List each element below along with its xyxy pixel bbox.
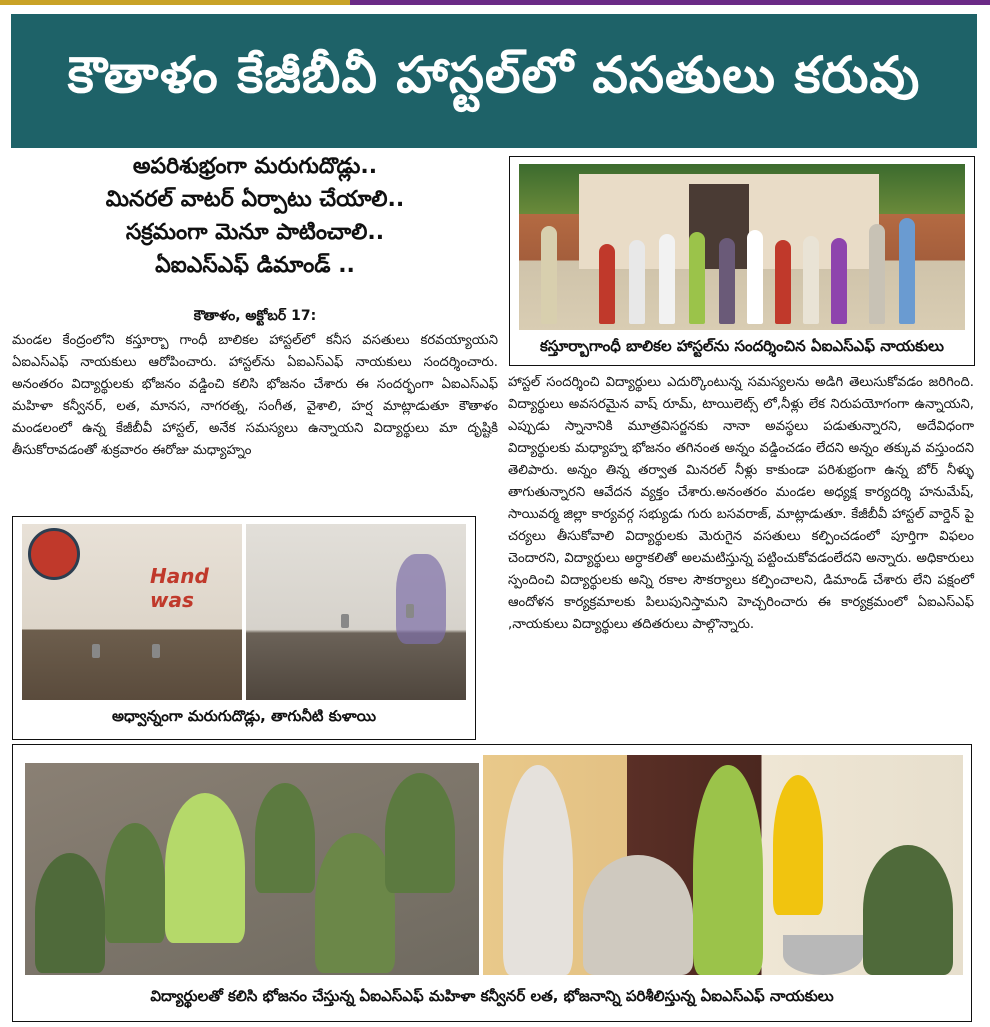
deck-line: మినరల్ వాటర్ ఏర్పాటు చేయాలి.. <box>105 187 405 212</box>
student-figure <box>315 833 395 973</box>
person-figure <box>831 238 847 324</box>
drinking-tap-photo <box>246 524 466 700</box>
person-figure <box>803 236 819 324</box>
group-photo-frame <box>509 156 975 366</box>
top-color-bar-accent <box>350 0 990 5</box>
person-figure <box>659 234 675 324</box>
student-figure <box>105 823 165 943</box>
wall-flower-painting <box>396 554 446 644</box>
meal-photo-caption: విద్యార్థులతో కలిసి భోజనం చేస్తున్న ఏఐఎస్ఎఫ్ మహిళా కన్వీనర్ లత, భోజనాన్ని పరిశీలిస్తున్న ఏఐఎస్ఎఫ్ నాయకులు <box>150 987 834 1005</box>
student-figure <box>165 793 245 943</box>
washroom-photo-frame <box>12 516 476 740</box>
person-figure <box>719 238 735 324</box>
handwash-sign: Hand was <box>150 564 209 612</box>
student-figure <box>255 783 315 893</box>
group-photo-caption: కస్తూర్బాగాంధీ బాలికల హాస్టల్‌ను సందర్శించిన ఏఐఎస్ఎఫ్ నాయకులు <box>540 337 944 355</box>
person-figure <box>869 224 885 324</box>
person-figure <box>689 232 705 324</box>
tap-icon <box>341 614 349 628</box>
person-figure <box>503 765 573 975</box>
student-figure <box>863 845 953 975</box>
students-eating-photo <box>25 763 479 975</box>
person-figure <box>773 775 823 915</box>
person-figure <box>693 765 763 975</box>
top-color-bar <box>0 0 990 5</box>
person-figure <box>899 218 915 324</box>
tap-icon <box>92 644 100 658</box>
person-figure <box>599 244 615 324</box>
food-inspection-photo <box>483 755 963 975</box>
article-body-text: హాస్టల్ సందర్శించి విద్యార్థులు ఎదుర్కొంటున్న సమస్యలను అడిగి తెలుసుకోవడం జరిగింది. విద్యార్థులు అవసరమైన వాష్ రూమ్, టాయిలెట్స్ లో,నీళ్లు లేక నిరుపయోగంగా ఉన్నాయని, ఎప్పుడు స్నానానికి మూత్రవిసర్జనకు నానా అవస్థలు పడుతున్నారని, అదేవిధంగా విద్యార్థులకు మధ్యాహ్న భోజనం తగినంత అన్నం వడ్డించడం లేదని అన్నం తక్కువ వస్తుందని తెలిపారు. అన్నం తిన్న తర్వాత మినరల్ నీళ్లు కాకుండా పరిశుభ్రంగా ఉన్న బోర్ నీళ్ళు తాగుతున్నారని ఆవేదన వ్యక్తం చేశారు.అనంతరం మండల అధ్యక్ష కార్యదర్శి హనుమేష్, సాయివర్మ జిల్లా కార్యవర్గ సభ్యుడు గురు బసవరాజ్, మాట్లాడుతూ. కేజీబీవీ హాస్టల్ వార్డెన్ పై చర్యలు తీసుకోవాలి విద్యార్థులకు మెరుగైన వసతులు కల్పించడంలో పూర్తిగా విఫలం చెందారని, విద్యార్థులు అర్ధాకలితో అలమటిస్తున్న పట్టించుకోవడంలేదని అన్నారు. అధికారులు స్పందించి విద్యార్థులకు అన్ని రకాల సౌకర్యాలు కల్పించాలని, డిమాండ్ చేశారు లేని పక్షంలో ఆందోళన కార్యక్రమాలకు పిలుపునిస్తామని హెచ్చరించారు ఈ కార్యక్రమంలో ఏఐఎస్ఎఫ్ ,నాయకులు విద్యార్థులు తదితరులు పాల్గొన్నారు. <box>508 375 974 632</box>
washroom-photo-caption: అధ్వాన్నంగా మరుగుదొడ్లు, తాగునీటి కుళాయి <box>112 707 376 725</box>
headline: కౌతాళం కేజీబీవీ హాస్టల్‌లో వసతులు కరువు <box>11 14 977 148</box>
rice-pot <box>783 935 863 975</box>
person-figure <box>629 240 645 324</box>
article-column-right <box>508 372 974 636</box>
tap-icon <box>406 604 414 618</box>
tap-icon <box>152 644 160 658</box>
washroom-photo <box>22 524 242 700</box>
school-logo-icon <box>28 528 80 580</box>
student-figure <box>35 853 105 973</box>
deck-line: సక్రమంగా మెనూ పాటించాలి.. <box>125 220 385 245</box>
article-column-left <box>12 330 498 462</box>
group-photo <box>519 164 965 330</box>
article-body-text: మండల కేంద్రంలోని కస్తూర్బా గాంధీ బాలికల హాస్టల్‌లో కనీస వసతులు కరవయ్యాయని ఏఐఎస్ఎఫ్ నాయకులు ఆరోపించారు. హాస్టల్‌ను ఏఐఎస్ఎఫ్ నాయకులు సందర్శించారు. అనంతరం విద్యార్థులకు భోజనం వడ్డించి కలిసి భోజనం చేశారు ఈ సందర్భంగా ఏఐఎస్ఎఫ్ మహిళా కన్వీనర్, లత, మానస, నాగరత్న, సంగీత, వైశాలి, హర్ష మాట్లాడుతూ కౌతాళం మండలంలో ఉన్న కేజీబీవీ హాస్టల్, అనేక సమస్యలు ఉన్నాయని విద్యార్థులు మా దృష్టికి తీసుకోరావడంతో శుక్రవారం ఈరోజు మధ్యాహ్నం <box>12 333 498 458</box>
student-figure <box>583 855 693 975</box>
subheadline-deck <box>12 150 498 282</box>
deck-line: అపరిశుభ్రంగా మరుగుదొడ్లు.. <box>132 154 378 179</box>
meal-photo-frame <box>12 744 972 1022</box>
person-figure <box>541 226 557 324</box>
person-figure <box>775 240 791 324</box>
person-figure <box>747 230 763 324</box>
student-figure <box>385 773 455 893</box>
deck-line: ఏఐఎస్ఎఫ్ డిమాండ్ .. <box>155 253 355 278</box>
dateline: కౌతాళం, అక్టోబర్ 17: <box>193 308 317 324</box>
